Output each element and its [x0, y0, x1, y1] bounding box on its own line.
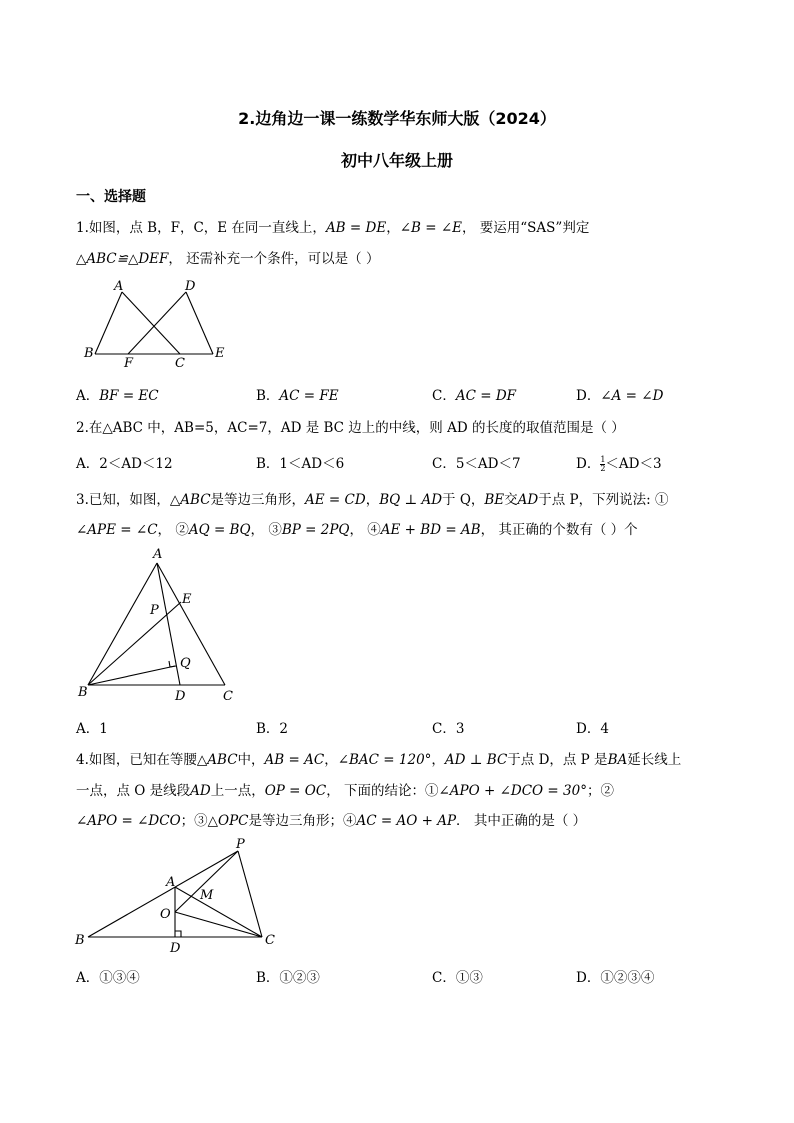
- q1-label-C: C: [175, 356, 185, 371]
- q3-label-Q: Q: [180, 656, 191, 671]
- q1-label-A: A: [114, 279, 124, 294]
- q4-stem-line2: 一点，点 O 是线段AD上一点，OP = OC， 下面的结论：①∠APO + ∠DCO = 30°；②: [76, 783, 614, 799]
- q1-option-a[interactable]: A．BF = EC: [76, 388, 159, 404]
- q3-stem-line2: ∠APE = ∠C， ②AQ = BQ， ③BP = 2PQ， ④AE + BD = AB， 其正确的个数有（ ）个: [76, 522, 638, 538]
- q4-option-a[interactable]: A．①③④: [76, 970, 140, 986]
- q4-segment-OC: [175, 912, 262, 937]
- page-subtitle: 初中八年级上册: [340, 151, 453, 170]
- q1-stem-line2: △ABC≌△DEF， 还需补充一个条件，可以是（ ）: [76, 251, 380, 267]
- q4-options: [76, 966, 716, 986]
- q3-option-b[interactable]: B．2: [256, 721, 289, 737]
- q3-label-P: P: [150, 603, 159, 618]
- q1-label-D: D: [185, 279, 196, 294]
- q4-segment-PC: [238, 851, 262, 937]
- q2-option-c[interactable]: C．5＜AD＜7: [432, 456, 521, 472]
- q1-stem-line1: 1.如图，点 B，F，C，E 在同一直线上，AB = DE，∠B = ∠E， 要运用“SAS”判定: [76, 220, 590, 236]
- q4-label-D: D: [170, 941, 181, 956]
- q4-option-d[interactable]: D．①②③④: [576, 970, 655, 986]
- q3-stem-line1: 3.已知，如图，△ABC是等边三角形，AE = CD，BQ ⊥ AD于 Q，BE交AD于点 P，下列说法: ①: [76, 492, 669, 508]
- fraction-one-half: $\frac{1}{2}$: [600, 455, 606, 473]
- q1-option-d[interactable]: D．∠A = ∠D: [576, 388, 664, 404]
- q4-option-c[interactable]: C．①③: [432, 970, 483, 986]
- q2-option-b[interactable]: B．1＜AD＜6: [256, 456, 345, 472]
- q4-label-M: M: [200, 888, 214, 903]
- section-heading: 一、选择题: [76, 189, 146, 205]
- q4-right-angle-mark: [175, 931, 181, 937]
- page-title: 2.边角边一课一练数学华东师大版（2024）: [238, 109, 556, 128]
- q4-stem-line1: 4.如图，已知在等腰△ABC中，AB = AC，∠BAC = 120°，AD ⊥ BC于点 D，点 P 是BA延长线上: [76, 752, 682, 768]
- q1-label-E: E: [215, 346, 225, 361]
- q3-label-C: C: [223, 689, 233, 704]
- q1-label-F: F: [124, 356, 134, 371]
- q4-label-P: P: [236, 837, 245, 852]
- q3-option-d[interactable]: D．4: [576, 721, 609, 737]
- q3-label-B: B: [78, 685, 88, 700]
- q4-stem-line3: ∠APO = ∠DCO；③△OPC是等边三角形；④AC = AO + AP． 其中正确的是（ ）: [76, 813, 587, 829]
- q1-option-c[interactable]: C．AC = DF: [432, 388, 517, 404]
- q4-label-B: B: [75, 933, 85, 948]
- q2-option-a[interactable]: A．2＜AD＜12: [76, 456, 173, 472]
- q3-label-E: E: [182, 592, 192, 607]
- q3-option-c[interactable]: C．3: [432, 721, 465, 737]
- q4-label-O: O: [160, 907, 171, 922]
- q4-segment-AC: [175, 887, 262, 937]
- q3-label-A: A: [153, 547, 163, 562]
- q1-label-B: B: [84, 346, 94, 361]
- q4-label-C: C: [265, 933, 275, 948]
- q1-option-b[interactable]: B．AC = FE: [256, 388, 339, 404]
- q4-option-b[interactable]: B．①②③: [256, 970, 320, 986]
- q4-label-A: A: [166, 875, 176, 890]
- q3-label-D: D: [175, 689, 186, 704]
- q3-option-a[interactable]: A．1: [76, 721, 108, 737]
- q2-stem: 2.在△ABC 中，AB=5，AC=7，AD 是 BC 边上的中线，则 AD 的长度的取值范围是（ ）: [76, 420, 625, 436]
- q2-option-d[interactable]: D． $\frac{1}{2}$ ＜AD＜3: [576, 455, 662, 473]
